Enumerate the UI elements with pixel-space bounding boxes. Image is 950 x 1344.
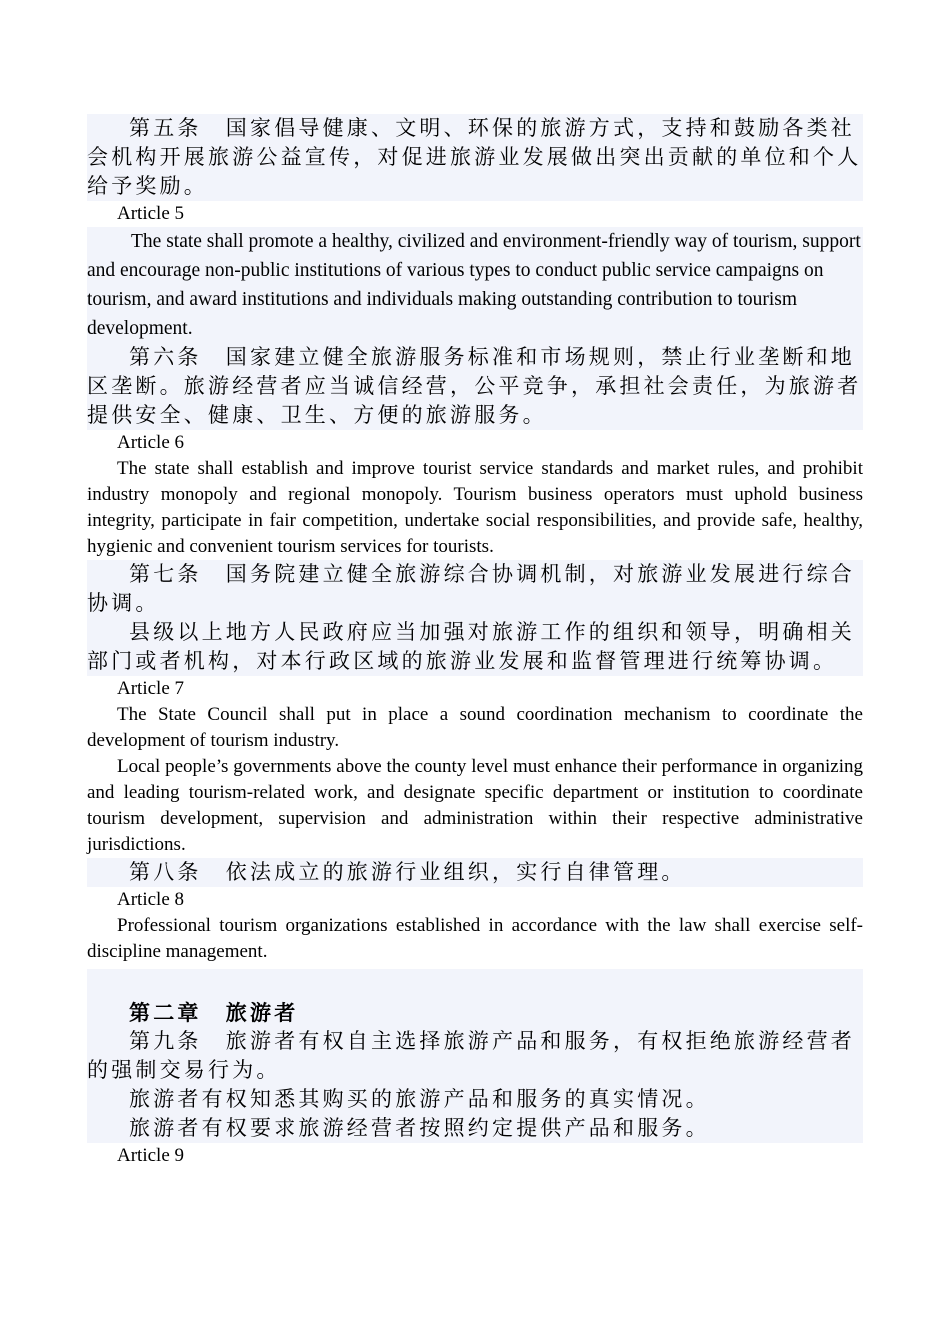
article-8-english: Professional tourism organizations established in accordance with the law shall exercise self-discipline management. [87, 915, 863, 962]
blank-line [87, 969, 863, 998]
document-page [87, 114, 863, 1169]
article-5-chinese [87, 114, 863, 201]
article-5-label: Article 5 [117, 203, 185, 224]
chapter-2-heading: 第二章 旅游者 [129, 1000, 299, 1025]
chapter-2-chinese [87, 969, 863, 1143]
article-9-chinese-para-1: 第九条 旅游者有权自主选择旅游产品和服务，有权拒绝旅游经营者的强制交易行为。 [87, 1029, 855, 1082]
article-7-english-para-1: The State Council shall put in place a sound coordination mechanism to coordinate the development of tourism industry. [87, 704, 863, 751]
article-5-chinese-text: 第五条 国家倡导健康、文明、环保的旅游方式，支持和鼓励各类社会机构开展旅游公益宣传，对促进旅游业发展做出突出贡献的单位和个人给予奖励。 [87, 116, 862, 198]
article-6-english: The state shall establish and improve tourist service standards and market rules, and prohibit industry monopoly and regional monopoly. Tourism business operators must uphold business integrity, participate in fair competition, undertake social responsibilities, and provide safe, healthy, hygienic and convenient tourism services for tourists. [87, 458, 863, 557]
article-8-label: Article 8 [117, 889, 185, 910]
article-9-chinese-para-3: 旅游者有权要求旅游经营者按照约定提供产品和服务。 [129, 1116, 710, 1140]
article-8-chinese [87, 858, 863, 887]
article-9-chinese-para-2: 旅游者有权知悉其购买的旅游产品和服务的真实情况。 [129, 1087, 710, 1111]
article-7-english-para-2: Local people’s governments above the county level must enhance their performance in organizing and leading tourism-related work, and designate specific department or institution to coordinate tourism development, supervision and administration within their respective administrative jurisdictions. [87, 756, 863, 855]
article-7-chinese-para-2: 县级以上地方人民政府应当加强对旅游工作的组织和领导，明确相关部门或者机构，对本行政区域的旅游业发展和监督管理进行统筹协调。 [87, 620, 855, 673]
article-5-english: The state shall promote a healthy, civilized and environment-friendly way of tourism, support and encourage non-public institutions of various types to conduct public service campaigns on tourism, and award institutions and individuals making outstanding contribution to tourism development. [87, 227, 863, 343]
article-9-label: Article 9 [117, 1145, 185, 1166]
article-6-label: Article 6 [117, 432, 185, 453]
article-7-label: Article 7 [117, 678, 185, 699]
article-6-chinese-text: 第六条 国家建立健全旅游服务标准和市场规则，禁止行业垄断和地区垄断。旅游经营者应当诚信经营，公平竞争，承担社会责任，为旅游者提供安全、健康、卫生、方便的旅游服务。 [87, 345, 862, 427]
article-7-chinese-para-1: 第七条 国务院建立健全旅游综合协调机制，对旅游业发展进行综合协调。 [87, 562, 855, 615]
article-7-chinese [87, 560, 863, 676]
article-6-chinese [87, 343, 863, 430]
article-8-chinese-text: 第八条 依法成立的旅游行业组织，实行自律管理。 [129, 860, 686, 884]
